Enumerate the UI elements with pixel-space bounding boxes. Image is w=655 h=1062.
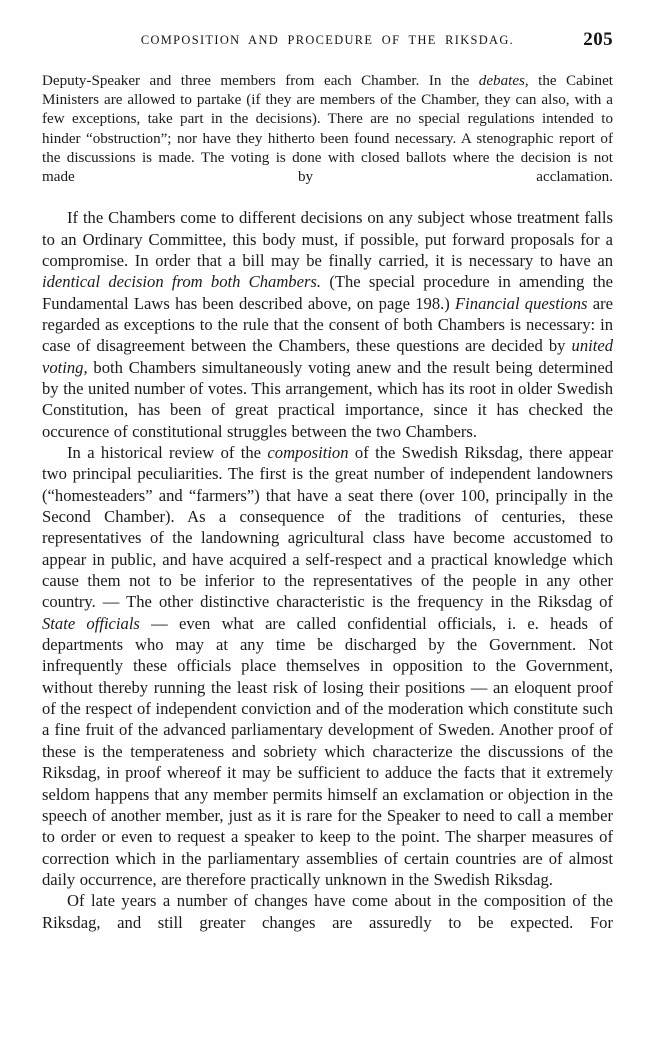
paragraph-late-years-changes xyxy=(42,890,613,933)
paragraph-historical-review xyxy=(42,442,613,890)
text-run-0-4: are regarded as exceptions to the rule that the consent of both Chambers is necessary: in case of disagreement between the Chambers, these questions are decided by xyxy=(42,293,613,356)
paragraph-chambers-different-decisions xyxy=(42,207,613,442)
text-run-1-4: — even what are called confidential officials, i. e. heads of departments who may at any time be discharged by the Government. Not infrequently these officials place themselves in opposition to the Government, without thereby running the least risk of losing their positions — an eloquent proof of the respect of independent conviction and of the moderation which constitute such a fine fruit of the advanced parliamentary development of Sweden. Another proof of these is the temperateness and sobriety which characterize the discussions of the Riksdag, in proof whereof it may be sufficient to adduce the facts that it extremely seldom happens that any member permits himself an exclamation or objection in the speech of another member, just as it is rare for the Speaker to need to call a member to order or even to request a speaker to keep to the point. The sharper measures of correction which in the parliamentary assemblies of certain countries are of almost daily occurrence, are therefore practically unknown in the Swedish Riksdag. xyxy=(42,613,614,889)
text-run-1-2: of the Swedish Riksdag, there appear two principal peculiarities. The first is the great number of independent landowners (“homesteaders” and “farmers”) that have a seat there (over 100, principally in the Second Chamber). As a consequence of the traditions of centuries, these representatives of the landowning agricultural class have become accustomed to appear in public, and have acquired a self-respect and a practical knowledge which cause them not to be inferior to the representatives of the people in any other country. — The other distinctive characteristic is the frequency in the Riksdag of xyxy=(42,443,614,612)
intro-paragraph xyxy=(42,72,613,187)
emphasis-run-0-5: united voting, xyxy=(42,336,613,377)
running-head xyxy=(42,29,613,63)
intro-text-lead: Deputy-Speaker and three members from each Chamber. In the xyxy=(42,73,479,89)
text-run-2-0: Of late years a number of changes have come about in the composition of the Riksdag, and still greater changes are assuredly to be expected. For xyxy=(42,891,613,932)
body-text xyxy=(42,207,613,933)
emphasis-run-0-1: identical decision from both Chambers. xyxy=(42,272,322,292)
intro-emphasis-debates: debates xyxy=(478,73,525,89)
text-run-0-2: (The special procedure in amending the Fundamental Laws has been described above, on page 198.) xyxy=(42,272,613,313)
running-head-title: COMPOSITION AND PROCEDURE OF THE RIKSDAG. xyxy=(140,33,515,47)
emphasis-run-1-1: composition xyxy=(267,443,349,462)
intro-paragraph-text xyxy=(42,72,613,187)
page-number: 205 xyxy=(583,29,613,50)
text-run-0-0: If the Chambers come to different decisions on any subject whose treatment falls to an Ordinary Committee, this body must, if possible, put forward proposals for a compromise. In order that a bill may be finally carried, it is necessary to have an xyxy=(42,208,613,270)
intro-text-tail: , the Cabinet Ministers are allowed to partake (if they are members of the Chamber, they can also, with a few exceptions, take part in the decisions). There are no special regulations intended to hinder “obstruction”; nor have they hitherto been found necessary. A stenographic report of the discussions is made. The voting is done with closed ballots where the decision is not made by acclamation. xyxy=(42,73,613,186)
emphasis-run-1-3: State officials xyxy=(42,613,140,633)
emphasis-run-0-3: Financial questions xyxy=(455,293,588,313)
text-run-1-0: In a historical review of the xyxy=(67,443,268,462)
text-run-0-6: both Chambers simultaneously voting anew and the result being determined by the united number of votes. This arrangement, which has its root in older Swedish Constitution, has been of great practical importance, since it has checked the occurence of constitutional struggles between the two Chambers. xyxy=(42,357,613,441)
page-content xyxy=(42,0,613,933)
